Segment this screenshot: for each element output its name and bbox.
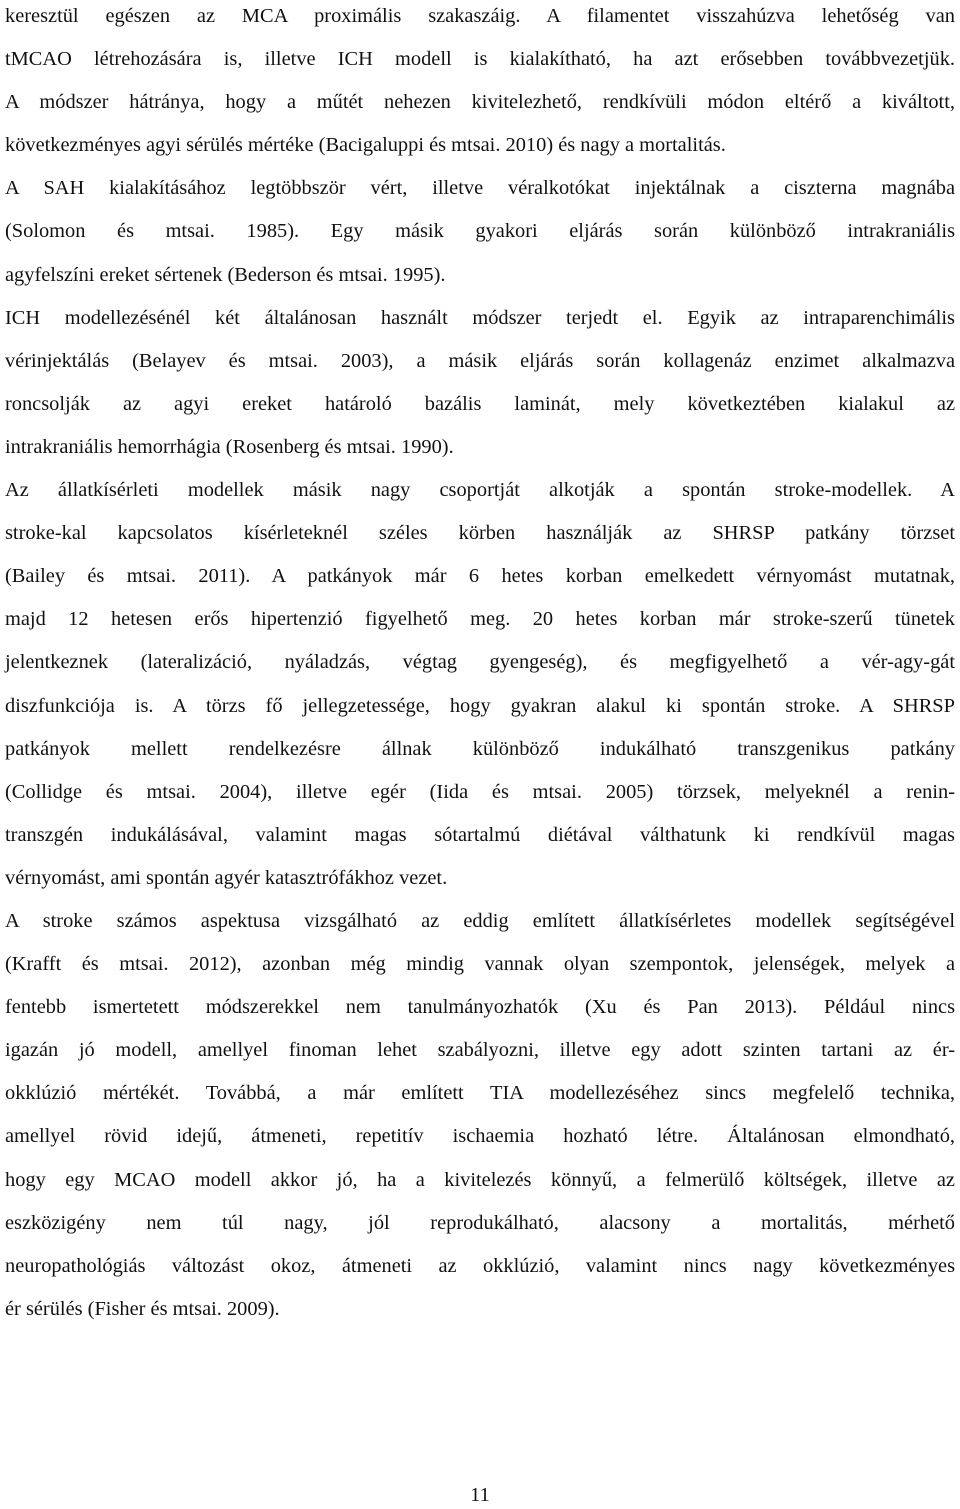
text-line: A módszer hátránya, hogy a műtét nehezen kivitelezhető, rendkívüli módon eltérő a kiváltott, [5,91,955,114]
page-text [5,0,955,1331]
text-line: hogy egy MCAO modell akkor jó, ha a kivitelezés könnyű, a felmerülő költségek, illetve az [5,1168,955,1191]
text-line: ér sérülés (Fisher és mtsai. 2009). [5,1297,280,1320]
text-line: diszfunkciója is. A törzs fő jellegzetessége, hogy gyakran alakul ki spontán stroke. A SHRSP [5,694,955,717]
text-line: (Solomon és mtsai. 1985). Egy másik gyakori eljárás során különböző intrakraniális [5,220,955,243]
text-line: majd 12 hetesen erős hipertenzió figyelhető meg. 20 hetes korban már stroke-szerű tünetek [5,608,955,631]
text-line: patkányok mellett rendelkezésre állnak különböző indukálható transzgenikus patkány [5,737,955,760]
text-line: (Krafft és mtsai. 2012), azonban még mindig vannak olyan szempontok, jelenségek, melyek a [5,953,955,976]
text-line: (Bailey és mtsai. 2011). A patkányok már 6 hetes korban emelkedett vérnyomást mutatnak, [5,565,955,588]
text-line: tMCAO létrehozására is, illetve ICH modell is kialakítható, ha azt erősebben továbbvezetjük. [5,48,955,71]
text-line: stroke-kal kapcsolatos kísérleteknél széles körben használják az SHRSP patkány törzset [5,522,955,545]
text-line: transzgén indukálásával, valamint magas sótartalmú diétával válthatunk ki rendkívül magas [5,823,955,846]
text-line: ICH modellezésénél két általánosan használt módszer terjedt el. Egyik az intraparenchimális [5,306,955,329]
text-line: keresztül egészen az MCA proximális szakaszáig. A filamentet visszahúzva lehetőség van [5,5,955,27]
text-line: Az állatkísérleti modellek másik nagy csoportját alkotják a spontán stroke-modellek. A [5,479,955,502]
page-number: 11 [470,1484,490,1506]
text-line: neuropathológiás változást okoz, átmeneti az okklúzió, valamint nincs nagy következményes [5,1254,955,1277]
text-line: amellyel rövid idejű, átmeneti, repetitív ischaemia hozható létre. Általánosan elmondható, [5,1125,955,1148]
text-line: A stroke számos aspektusa vizsgálható az eddig említett állatkísérletes modellek segítségével [5,909,955,932]
text-line: roncsolják az agyi ereket határoló bazális laminát, mely következtében kialakul az [5,392,955,415]
text-line: intrakraniális hemorrhágia (Rosenberg és mtsai. 1990). [5,435,454,458]
text-line: igazán jó modell, amellyel finoman lehet szabályozni, illetve egy adott szinten tartani az ér- [5,1039,955,1062]
text-line: (Collidge és mtsai. 2004), illetve egér (Iida és mtsai. 2005) törzsek, melyeknél a renin- [5,780,955,803]
text-line: eszközigény nem túl nagy, jól reprodukálható, alacsony a mortalitás, mérhető [5,1211,955,1234]
text-line: vérinjektálás (Belayev és mtsai. 2003), a másik eljárás során kollagenáz enzimet alkalmazva [5,349,955,372]
text-line: vérnyomást, ami spontán agyér katasztrófákhoz vezet. [5,866,448,889]
text-line: A SAH kialakításához legtöbbször vért, illetve véralkotókat injektálnak a ciszterna magnába [5,177,955,200]
text-line: következményes agyi sérülés mértéke (Bacigaluppi és mtsai. 2010) és nagy a mortalitás. [5,134,726,157]
text-line: fentebb ismertetett módszerekkel nem tanulmányozhatók (Xu és Pan 2013). Például nincs [5,996,955,1019]
text-line: jelentkeznek (lateralizáció, nyáladzás, végtag gyengeség), és megfigyelhető a vér-agy-gát [5,651,955,674]
text-line: agyfelszíni ereket sértenek (Bederson és mtsai. 1995). [5,263,446,286]
text-line: okklúzió mértékét. Továbbá, a már említett TIA modellezéséhez sincs megfelelő technika, [5,1082,955,1105]
